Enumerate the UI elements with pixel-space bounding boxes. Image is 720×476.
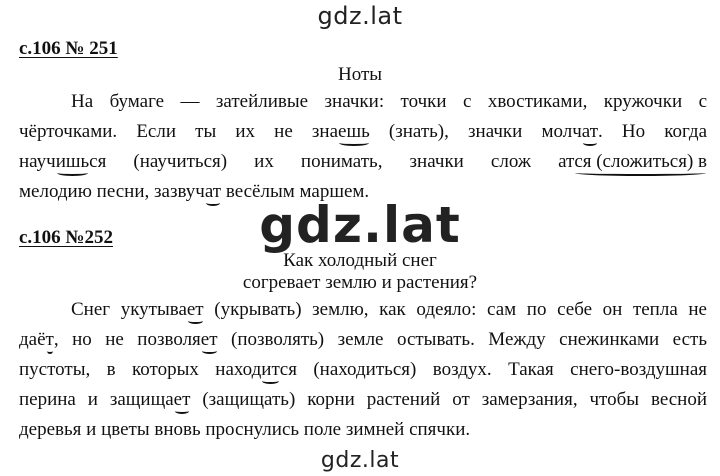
verb-ending-mark: ат <box>582 117 598 147</box>
verb-ending-mark: т <box>46 325 54 355</box>
exercise-252-paragraph <box>19 295 707 445</box>
verb-ending-mark: ет <box>201 325 218 355</box>
text-title-notes: Ноты <box>337 64 383 85</box>
exercise-252-heading: с.106 №252 <box>19 227 114 248</box>
exercise-251-paragraph <box>19 87 707 207</box>
paragraph-line: научишься (научиться) их понимать, значки слож атся (сложиться) в <box>19 147 707 177</box>
paragraph-line: пустоты, в которых находится (находиться) воздух. Такая снего-воздушная <box>19 355 707 385</box>
text-title-line-2: согревает землю и растения? <box>242 272 478 293</box>
text-title-line-1: Как холодный снег <box>283 250 437 271</box>
exercise-251-heading: с.106 № 251 <box>19 38 118 59</box>
paragraph-line: чёрточками. Если ты их не знаешь (знать), значки молчат. Но когда <box>19 117 707 147</box>
watermark-top: gdz.lat <box>317 2 403 30</box>
verb-ending-mark: ет <box>187 295 204 325</box>
verb-ending-mark: ешь <box>338 117 370 147</box>
watermark-bottom: gdz.lat <box>320 448 400 473</box>
verb-ending-mark: ся (сложиться) в <box>574 147 707 177</box>
verb-ending-mark: ат <box>205 177 221 207</box>
paragraph-line: перина и защищает (защищать) корни растений от замерзания, чтобы весной <box>19 385 707 415</box>
watermark-center: gdz.lat <box>259 196 461 254</box>
paragraph-line: мелодию песни, зазвучат весёлым маршем. <box>19 177 707 207</box>
paragraph-line: деревья и цветы вновь проснулись поле зимней спячки. <box>19 419 471 440</box>
paragraph-line: Снег укутывает (укрывать) землю, как одеяло: сам по себе он тепла не <box>19 295 707 325</box>
verb-ending-mark: ишь <box>56 147 89 177</box>
verb-ending-mark: ет <box>174 385 191 415</box>
paragraph-line: На бумаге — затейливые значки: точки с хвостиками, кружочки с <box>71 91 708 112</box>
verb-ending-mark: ит <box>261 355 279 385</box>
paragraph-line: даёт, но не позволяет (позволять) земле остывать. Между снежинками есть <box>19 325 707 355</box>
